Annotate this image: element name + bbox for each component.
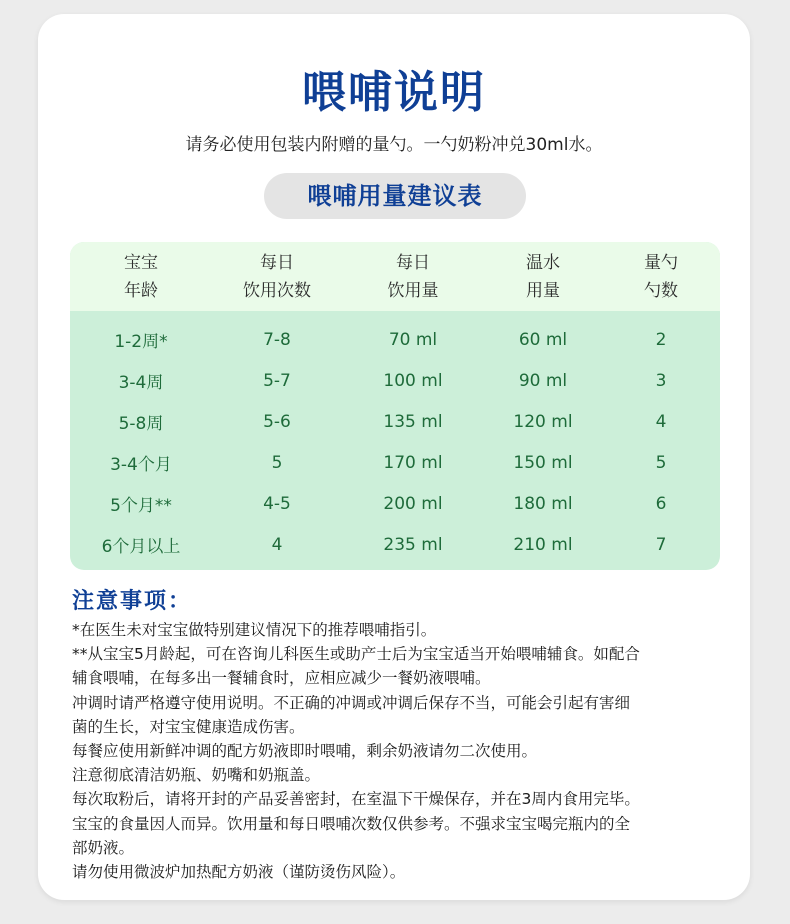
table-row <box>70 360 720 401</box>
header-scoops: 量勺 勺数 <box>644 252 678 301</box>
cell-scoops: 6 <box>655 493 667 514</box>
cell-water: 90 ml <box>518 370 568 391</box>
cell-scoops: 2 <box>655 329 667 350</box>
table-row <box>70 442 720 483</box>
cell-water: 210 ml <box>513 534 573 555</box>
table-title: 喂哺用量建议表 <box>264 173 526 219</box>
cell-water: 60 ml <box>518 329 568 350</box>
cell-scoops: 4 <box>655 411 667 432</box>
note-line: *在医生未对宝宝做特别建议情况下的推荐喂哺指引。 <box>72 621 437 639</box>
cell-age: 3-4周 <box>118 373 164 393</box>
cell-amount: 70 ml <box>388 329 438 350</box>
cell-scoops: 5 <box>655 452 667 473</box>
cell-age: 5-8周 <box>118 414 164 434</box>
note-line: **从宝宝5月龄起，可在咨询儿科医生或助产士后为宝宝适当开始喂哺辅食。如配合 <box>72 645 640 664</box>
note-line: 注意彻底清洁奶瓶、奶嘴和奶瓶盖。 <box>72 766 321 785</box>
header-age: 宝宝 年龄 <box>124 252 158 301</box>
feeding-table <box>70 242 720 570</box>
cell-times: 5 <box>271 452 283 473</box>
cell-amount: 200 ml <box>383 493 443 514</box>
cell-amount: 135 ml <box>383 411 443 432</box>
cell-scoops: 7 <box>655 534 667 555</box>
table-row <box>70 401 720 442</box>
table-row <box>70 524 720 565</box>
cell-amount: 235 ml <box>383 534 443 555</box>
cell-water: 120 ml <box>513 411 573 432</box>
note-line: 请勿使用微波炉加热配方奶液（谨防烫伤风险）。 <box>72 863 406 882</box>
header-amount: 每日 饮用量 <box>387 252 439 301</box>
cell-age: 3-4个月 <box>110 455 172 475</box>
table-row <box>70 319 720 360</box>
cell-water: 150 ml <box>513 452 573 473</box>
cell-scoops: 3 <box>655 370 667 391</box>
table-body <box>70 311 720 565</box>
header-times: 每日 饮用次数 <box>243 252 311 301</box>
cell-amount: 170 ml <box>383 452 443 473</box>
cell-water: 180 ml <box>513 493 573 514</box>
cell-times: 4 <box>271 534 283 555</box>
cell-times: 4-5 <box>263 493 291 514</box>
cell-age: 5个月** <box>110 496 172 516</box>
subtitle: 请务必使用包装内附赠的量勺。一勺奶粉冲兑30ml水。 <box>185 135 603 155</box>
cell-times: 7-8 <box>263 329 291 350</box>
note-line: 部奶液。 <box>72 838 135 857</box>
table-header <box>70 242 720 311</box>
header-water: 温水 用量 <box>526 252 560 301</box>
note-line: 每餐应使用新鲜冲调的配方奶液即时喂哺，剩余奶液请勿二次使用。 <box>72 742 538 761</box>
cell-amount: 100 ml <box>383 370 443 391</box>
note-line: 每次取粉后，请将开封的产品妥善密封，在室温下干燥保存，并在3周内食用完毕。 <box>72 790 640 809</box>
note-line: 菌的生长，对宝宝健康造成伤害。 <box>72 717 305 736</box>
cell-times: 5-7 <box>263 370 291 391</box>
cell-times: 5-6 <box>263 411 291 432</box>
cell-age: 6个月以上 <box>101 537 181 557</box>
notes-title: 注意事项： <box>72 589 193 614</box>
notes-list <box>72 618 722 884</box>
note-line: 宝宝的食量因人而异。饮用量和每日喂哺次数仅供参考。不强求宝宝喝完瓶内的全 <box>72 814 631 833</box>
instruction-card <box>38 14 750 900</box>
page-title: 喂哺说明 <box>302 67 486 118</box>
cell-age: 1-2周* <box>114 332 168 352</box>
note-line: 辅食喂哺，在每多出一餐辅食时，应相应减少一餐奶液喂哺。 <box>72 669 491 688</box>
table-row <box>70 483 720 524</box>
note-line: 冲调时请严格遵守使用说明。不正确的冲调或冲调后保存不当，可能会引起有害细 <box>72 693 631 712</box>
